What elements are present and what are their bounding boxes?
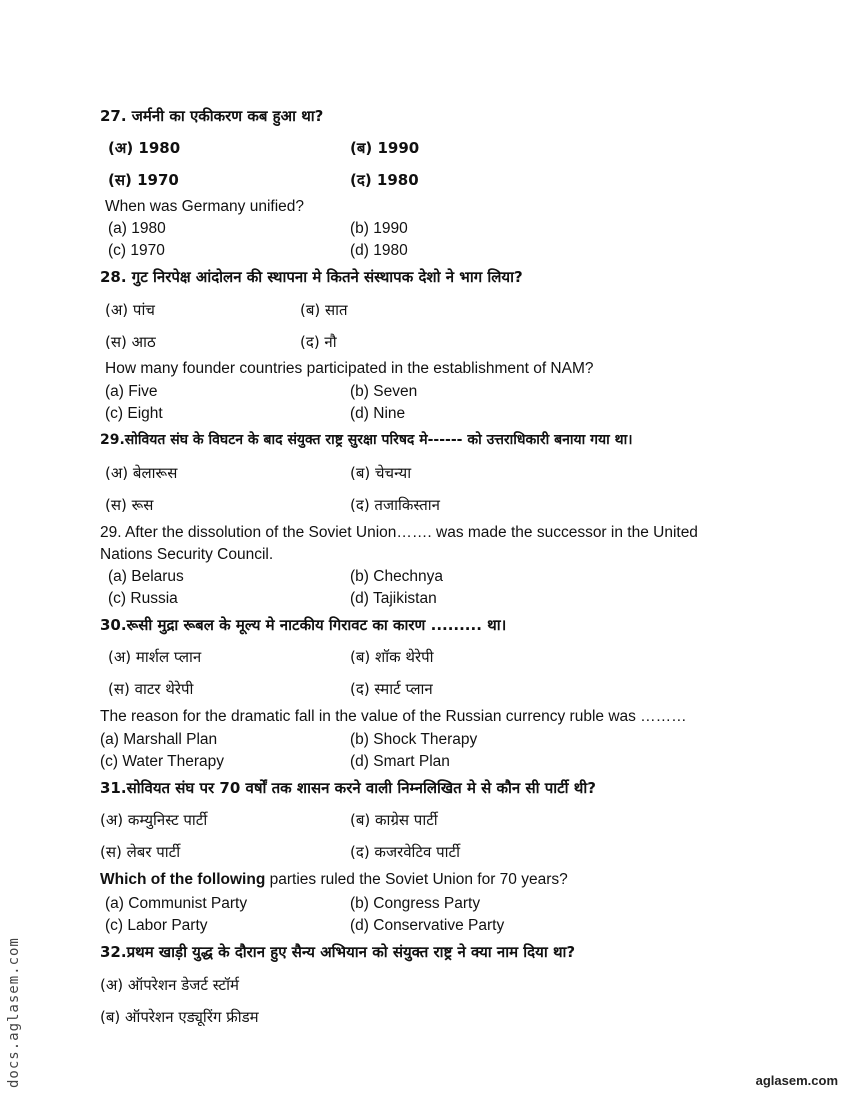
q29-option-d-hindi: (द) तजाकिस्तान	[350, 496, 441, 514]
q27-option-c-hindi: (स) 1970	[108, 171, 179, 189]
q27-option-b-english: (b) 1990	[350, 220, 408, 237]
q29-option-b-english: (b) Chechnya	[350, 568, 444, 585]
question-31-english-rest: parties ruled the Soviet Union for 70 years?	[265, 871, 568, 888]
q29-option-b-hindi: (ब) चेचन्या	[350, 464, 412, 482]
q31-option-b-hindi: (ब) काग्रेस पार्टी	[350, 811, 438, 829]
question-30-english: The reason for the dramatic fall in the value of the Russian currency ruble was ………	[100, 708, 687, 725]
q30-option-c-english: (c) Water Therapy	[100, 753, 225, 770]
question-29-english-line2: Nations Security Council.	[100, 546, 274, 563]
q27-option-a-hindi: (अ) 1980	[108, 139, 181, 157]
question-31-english-bold: Which of the following	[100, 871, 266, 888]
q32-option-a-hindi: (अ) ऑपरेशन डेजर्ट स्टॉर्म	[100, 976, 239, 994]
q29-option-c-english: (c) Russia	[108, 590, 178, 607]
q31-option-c-hindi: (स) लेबर पार्टी	[100, 843, 181, 861]
question-31-english	[100, 870, 568, 890]
q27-option-c-english: (c) 1970	[108, 242, 165, 259]
q31-option-d-hindi: (द) कजरवेटिव पार्टी	[350, 843, 460, 861]
q28-option-b-english: (b) Seven	[350, 383, 418, 400]
q27-option-a-english: (a) 1980	[108, 220, 166, 237]
q30-option-b-hindi: (ब) शॉक थेरेपी	[350, 648, 434, 666]
side-watermark: docs.aglasem.com	[6, 937, 22, 1088]
q29-option-c-hindi: (स) रूस	[105, 496, 154, 514]
q31-option-c-english: (c) Labor Party	[105, 917, 208, 934]
question-32-hindi: 32.प्रथम खाड़ी युद्ध के दौरान हुए सैन्य अभियान को संयुक्त राष्ट्र ने क्या नाम दिया था?	[100, 943, 576, 961]
q32-option-b-hindi: (ब) ऑपरेशन एड्यूरिंग फ्रीडम	[100, 1008, 259, 1026]
q31-option-a-english: (a) Communist Party	[105, 895, 248, 912]
q28-option-b-hindi: (ब) सात	[300, 301, 348, 319]
q30-option-d-hindi: (द) स्मार्ट प्लान	[350, 680, 433, 698]
question-28-english: How many founder countries participated in the establishment of NAM?	[105, 360, 594, 377]
question-27-english: When was Germany unified?	[105, 198, 305, 215]
q27-option-b-hindi: (ब) 1990	[350, 139, 420, 157]
q28-option-c-hindi: (स) आठ	[105, 333, 156, 351]
q29-option-a-english: (a) Belarus	[108, 568, 184, 585]
q27-option-d-english: (d) 1980	[350, 242, 408, 259]
q31-option-a-hindi: (अ) कम्युनिस्ट पार्टी	[100, 811, 208, 829]
q28-option-d-english: (d) Nine	[350, 405, 406, 422]
question-29-hindi: 29.सोवियत संघ के विघटन के बाद संयुक्त राष्ट्र सुरक्षा परिषद मे------ को उत्तराधिकारी बनाया गया था।	[100, 432, 633, 448]
q30-option-d-english: (d) Smart Plan	[350, 753, 450, 770]
q31-option-d-english: (d) Conservative Party	[350, 917, 505, 934]
q28-option-c-english: (c) Eight	[105, 405, 163, 422]
q31-option-b-english: (b) Congress Party	[350, 895, 481, 912]
question-29-english-line1: 29. After the dissolution of the Soviet Union……. was made the successor in the United	[100, 524, 698, 541]
question-28-hindi: 28. गुट निरपेक्ष आंदोलन की स्थापना मे कितने संस्थापक देशो ने भाग लिया?	[100, 268, 523, 286]
q30-option-c-hindi: (स) वाटर थेरेपी	[108, 680, 194, 698]
q30-option-a-hindi: (अ) मार्शल प्लान	[108, 648, 202, 666]
footer-brand: aglasem.com	[755, 1073, 838, 1088]
q30-option-b-english: (b) Shock Therapy	[350, 731, 478, 748]
q29-option-d-english: (d) Tajikistan	[350, 590, 437, 607]
q30-option-a-english: (a) Marshall Plan	[100, 731, 218, 748]
q28-option-a-hindi: (अ) पांच	[105, 301, 155, 319]
q28-option-d-hindi: (द) नौ	[300, 333, 337, 351]
q28-option-a-english: (a) Five	[105, 383, 158, 400]
question-31-hindi: 31.सोवियत संघ पर 70 वर्षों तक शासन करने वाली निम्नलिखित मे से कौन सी पार्टी थी?	[100, 779, 596, 797]
question-30-hindi: 30.रूसी मुद्रा रूबल के मूल्य मे नाटकीय गिरावट का कारण ......... था।	[100, 616, 507, 634]
q29-option-a-hindi: (अ) बेलारूस	[105, 464, 178, 482]
question-27-hindi: 27. जर्मनी का एकीकरण कब हुआ था?	[100, 107, 324, 125]
q27-option-d-hindi: (द) 1980	[350, 171, 419, 189]
